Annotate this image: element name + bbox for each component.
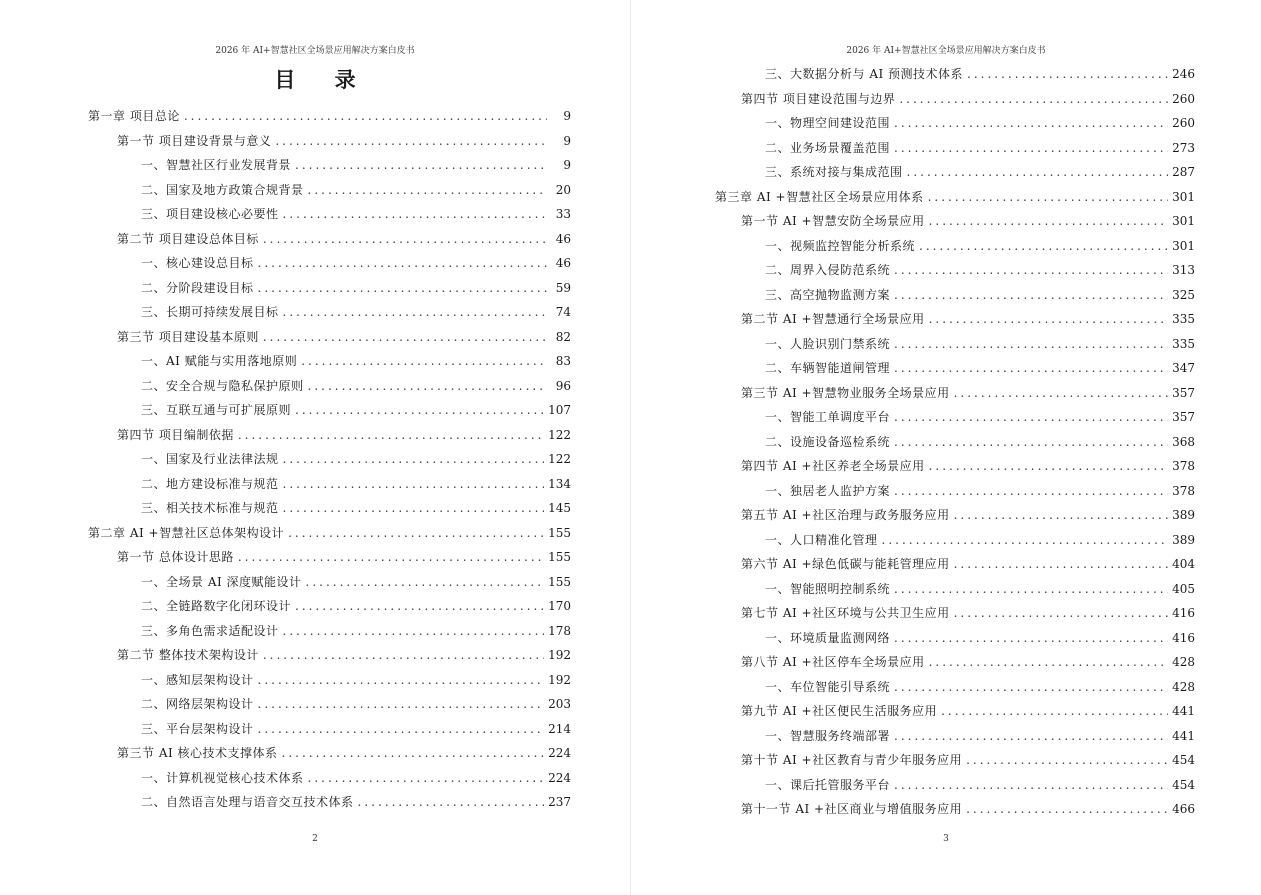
toc-entry-item[interactable] xyxy=(141,790,571,815)
toc-entry-page-number: 301 xyxy=(1172,214,1195,228)
toc-entry-page-number: 9 xyxy=(563,158,571,172)
toc-entry-title: 一、智慧社区行业发展背景 xyxy=(141,158,292,172)
toc-entry-section[interactable] xyxy=(741,748,1195,773)
toc-entry-item[interactable] xyxy=(765,577,1195,602)
toc-entry-title: 第八节 AI +社区停车全场景应用 xyxy=(741,655,925,669)
toc-entry-page-number: 378 xyxy=(1172,483,1195,498)
toc-entry-page-number: 20 xyxy=(555,182,571,197)
toc-entry-title: 一、核心建设总目标 xyxy=(141,256,254,270)
toc-entry-page-number: 122 xyxy=(548,427,571,442)
toc-entry-section[interactable] xyxy=(117,741,571,766)
toc-entry-title: 第一章 项目总论 xyxy=(88,109,180,123)
toc-entry-page-number: 273 xyxy=(1172,140,1195,155)
toc-entry-title: 一、课后托管服务平台 xyxy=(765,777,891,792)
dot-leader xyxy=(894,626,1168,651)
dot-leader xyxy=(967,62,1168,87)
dot-leader xyxy=(929,307,1169,332)
toc-entry-title: 一、视频监控智能分析系统 xyxy=(765,238,916,253)
toc-entry-title: 第一节 AI +智慧安防全场景应用 xyxy=(741,214,925,228)
dot-leader xyxy=(929,209,1169,234)
toc-entry-title: 第二章 AI +智慧社区总体架构设计 xyxy=(88,525,285,540)
toc-entry-item[interactable] xyxy=(141,447,571,472)
toc-entry-item[interactable] xyxy=(141,717,571,742)
dot-leader xyxy=(295,594,544,619)
toc-entry-page-number: 357 xyxy=(1172,410,1195,424)
toc-entry-item[interactable] xyxy=(141,496,571,521)
toc-entry-title: 第二节 整体技术架构设计 xyxy=(117,648,259,662)
toc-entry-item[interactable] xyxy=(141,202,571,227)
dot-leader xyxy=(283,619,545,644)
toc-entry-page-number: 224 xyxy=(548,770,571,785)
dot-leader xyxy=(283,447,545,472)
toc-entry-section[interactable] xyxy=(741,87,1195,112)
toc-entry-title: 一、智能工单调度平台 xyxy=(765,410,891,424)
dot-leader xyxy=(954,552,1169,577)
toc-entry-title: 一、计算机视觉核心技术体系 xyxy=(141,770,304,785)
dot-leader xyxy=(295,153,547,178)
dot-leader xyxy=(919,234,1168,259)
toc-entry-title: 第四节 项目建设范围与边界 xyxy=(741,91,896,106)
dot-leader xyxy=(954,503,1169,528)
toc-entry-page-number: 46 xyxy=(555,256,571,270)
toc-entry-page-number: 122 xyxy=(548,452,571,466)
toc-entry-section[interactable] xyxy=(117,129,571,154)
left-page xyxy=(0,0,630,895)
dot-leader xyxy=(928,185,1169,210)
toc-entry-section[interactable] xyxy=(117,227,571,252)
dot-leader xyxy=(941,699,1168,724)
toc-entry-page-number: 107 xyxy=(548,403,571,417)
toc-entry-title: 三、项目建设核心必要性 xyxy=(141,207,279,221)
toc-entry-page-number: 335 xyxy=(1172,336,1195,351)
toc-entry-title: 一、车位智能引导系统 xyxy=(765,679,891,694)
dot-leader xyxy=(358,790,545,815)
dot-leader xyxy=(301,349,547,374)
toc-entry-page-number: 347 xyxy=(1172,361,1195,375)
toc-entry-section[interactable] xyxy=(741,209,1195,234)
dot-leader xyxy=(258,251,547,276)
dot-leader xyxy=(894,675,1168,700)
dot-leader xyxy=(283,300,547,325)
dot-leader xyxy=(258,717,545,742)
dot-leader xyxy=(184,104,547,129)
dot-leader xyxy=(882,528,1169,553)
dot-leader xyxy=(308,766,545,791)
toc-entry-page-number: 224 xyxy=(548,746,571,760)
toc-entry-title: 第六节 AI +绿色低碳与能耗管理应用 xyxy=(741,557,950,571)
toc-entry-section[interactable] xyxy=(741,454,1195,479)
toc-entry-title: 第三节 AI 核心技术支撑体系 xyxy=(117,746,278,760)
toc-entry-page-number: 325 xyxy=(1172,287,1195,302)
toc-entry-title: 第三章 AI +智慧社区全场景应用体系 xyxy=(715,189,924,204)
toc-entry-item[interactable] xyxy=(141,619,571,644)
dot-leader xyxy=(894,577,1168,602)
dot-leader xyxy=(258,276,547,301)
dot-leader xyxy=(306,570,545,595)
toc-entry-chapter[interactable] xyxy=(715,185,1195,210)
dot-leader xyxy=(258,668,545,693)
toc-entry-item[interactable] xyxy=(141,300,571,325)
toc-entry-page-number: 368 xyxy=(1172,434,1195,449)
dot-leader xyxy=(283,202,547,227)
toc-entry-page-number: 82 xyxy=(555,329,571,344)
toc-entry-page-number: 301 xyxy=(1172,189,1195,204)
toc-entry-page-number: 246 xyxy=(1172,67,1195,81)
dot-leader xyxy=(907,160,1169,185)
dot-leader xyxy=(894,111,1168,136)
toc-entry-page-number: 145 xyxy=(548,501,571,515)
dot-leader xyxy=(954,601,1169,626)
toc-entry-item[interactable] xyxy=(765,332,1195,357)
toc-entry-page-number: 466 xyxy=(1172,802,1195,816)
page-number: 2 xyxy=(312,834,318,844)
toc-entry-item[interactable] xyxy=(141,570,571,595)
toc-entry-page-number: 214 xyxy=(548,721,571,736)
dot-leader xyxy=(929,454,1169,479)
toc-entry-page-number: 428 xyxy=(1172,655,1195,669)
toc-entry-title: 二、全链路数字化闭环设计 xyxy=(141,599,292,613)
toc-entry-title: 第七节 AI +社区环境与公共卫生应用 xyxy=(741,606,950,620)
toc-entry-title: 第四节 项目编制依据 xyxy=(117,427,234,442)
dot-leader xyxy=(894,356,1168,381)
toc-entry-page-number: 74 xyxy=(555,305,571,319)
toc-title: 目 录 xyxy=(274,67,372,92)
toc-entry-section[interactable] xyxy=(741,797,1195,822)
toc-entry-page-number: 46 xyxy=(555,231,571,246)
toc-entry-item[interactable] xyxy=(765,258,1195,283)
dot-leader xyxy=(263,325,547,350)
toc-entry-item[interactable] xyxy=(765,111,1195,136)
toc-entry-title: 第十一节 AI +社区商业与增值服务应用 xyxy=(741,802,963,816)
toc-entry-title: 二、车辆智能道闸管理 xyxy=(765,361,891,375)
toc-entry-page-number: 378 xyxy=(1172,459,1195,473)
toc-entry-page-number: 454 xyxy=(1172,777,1195,792)
toc-entry-page-number: 454 xyxy=(1172,753,1195,767)
toc-entry-title: 一、智能照明控制系统 xyxy=(765,581,891,596)
toc-entry-chapter[interactable] xyxy=(88,104,571,129)
toc-entry-title: 第四节 AI +社区养老全场景应用 xyxy=(741,459,925,473)
dot-leader xyxy=(308,178,547,203)
toc-entry-title: 二、周界入侵防范系统 xyxy=(765,263,891,277)
toc-entry-page-number: 192 xyxy=(548,672,571,687)
dot-leader xyxy=(894,479,1168,504)
dot-leader xyxy=(894,405,1168,430)
toc-entry-section[interactable] xyxy=(117,643,571,668)
toc-entry-page-number: 83 xyxy=(555,354,571,368)
toc-entry-page-number: 170 xyxy=(548,599,571,613)
toc-entry-item[interactable] xyxy=(765,528,1195,553)
toc-entry-title: 一、环境质量监测网络 xyxy=(765,630,891,645)
toc-entry-title: 一、AI 赋能与实用落地原则 xyxy=(141,354,298,368)
toc-entry-item[interactable] xyxy=(765,234,1195,259)
toc-entry-item[interactable] xyxy=(765,724,1195,749)
dot-leader xyxy=(288,521,544,546)
toc-entry-page-number: 389 xyxy=(1172,508,1195,522)
toc-entry-page-number: 203 xyxy=(548,697,571,711)
toc-entry-page-number: 192 xyxy=(548,648,571,662)
dot-leader xyxy=(308,374,547,399)
dot-leader xyxy=(238,545,544,570)
toc-entry-title: 一、智慧服务终端部署 xyxy=(765,728,891,743)
toc-entry-title: 一、人口精准化管理 xyxy=(765,532,878,547)
toc-entry-item[interactable] xyxy=(765,62,1195,87)
dot-leader xyxy=(894,332,1168,357)
toc-entry-page-number: 389 xyxy=(1172,532,1195,547)
dot-leader xyxy=(275,129,547,154)
toc-entry-title: 第一节 项目建设背景与意义 xyxy=(117,133,272,148)
running-head: 2026 年 AI+智慧社区全场景应用解决方案白皮书 xyxy=(215,46,415,56)
toc-entry-title: 一、独居老人监护方案 xyxy=(765,483,891,498)
toc-entry-item[interactable] xyxy=(765,136,1195,161)
toc-entry-title: 二、网络层架构设计 xyxy=(141,697,254,711)
toc-entry-section[interactable] xyxy=(117,325,571,350)
dot-leader xyxy=(283,472,545,497)
dot-leader xyxy=(966,797,1168,822)
toc-entry-title: 二、设施设备巡检系统 xyxy=(765,434,891,449)
toc-entry-page-number: 155 xyxy=(548,525,571,540)
dot-leader xyxy=(899,87,1168,112)
toc-entry-page-number: 301 xyxy=(1172,238,1195,253)
toc-entry-chapter[interactable] xyxy=(88,521,571,546)
toc-entry-title: 第九节 AI +社区便民生活服务应用 xyxy=(741,704,938,718)
dot-leader xyxy=(954,381,1169,406)
toc-entry-page-number: 59 xyxy=(555,280,571,295)
toc-entry-title: 三、多角色需求适配设计 xyxy=(141,623,279,638)
right-page xyxy=(631,0,1261,895)
toc-entry-title: 第二节 AI +智慧通行全场景应用 xyxy=(741,312,925,326)
dot-leader xyxy=(263,227,547,252)
toc-entry-title: 二、业务场景覆盖范围 xyxy=(765,140,891,155)
toc-entry-title: 一、全场景 AI 深度赋能设计 xyxy=(141,574,302,589)
toc-entry-title: 一、物理空间建设范围 xyxy=(765,116,891,130)
toc-entry-item[interactable] xyxy=(765,479,1195,504)
toc-entry-page-number: 405 xyxy=(1172,581,1195,596)
toc-entry-section[interactable] xyxy=(117,545,571,570)
page-number: 3 xyxy=(943,834,949,844)
toc-entry-item[interactable] xyxy=(141,692,571,717)
toc-entry-title: 三、平台层架构设计 xyxy=(141,721,254,736)
toc-entry-page-number: 335 xyxy=(1172,312,1195,326)
toc-entry-item[interactable] xyxy=(141,472,571,497)
dot-leader xyxy=(238,423,544,448)
dot-leader xyxy=(283,496,545,521)
toc-entry-title: 二、地方建设标准与规范 xyxy=(141,476,279,491)
toc-entry-page-number: 260 xyxy=(1172,116,1195,130)
toc-entry-item[interactable] xyxy=(141,251,571,276)
toc-entry-title: 第一节 总体设计思路 xyxy=(117,550,234,564)
dot-leader xyxy=(263,643,544,668)
toc-entry-item[interactable] xyxy=(141,349,571,374)
toc-entry-title: 三、系统对接与集成范围 xyxy=(765,165,903,179)
dot-leader xyxy=(894,724,1168,749)
toc-entry-section[interactable] xyxy=(741,601,1195,626)
toc-entry-page-number: 313 xyxy=(1172,263,1195,277)
toc-entry-title: 第三节 项目建设基本原则 xyxy=(117,329,259,344)
toc-entry-item[interactable] xyxy=(765,773,1195,798)
toc-entry-title: 三、长期可持续发展目标 xyxy=(141,305,279,319)
dot-leader xyxy=(966,748,1168,773)
toc-entry-item[interactable] xyxy=(141,153,571,178)
dot-leader xyxy=(295,398,544,423)
toc-entry-page-number: 428 xyxy=(1172,679,1195,694)
toc-entry-item[interactable] xyxy=(141,178,571,203)
toc-entry-title: 第五节 AI +社区治理与政务服务应用 xyxy=(741,508,950,522)
toc-entry-section[interactable] xyxy=(741,552,1195,577)
toc-entry-page-number: 178 xyxy=(548,623,571,638)
dot-leader xyxy=(894,430,1168,455)
toc-entry-title: 一、人脸识别门禁系统 xyxy=(765,336,891,351)
toc-entry-section[interactable] xyxy=(117,423,571,448)
dot-leader xyxy=(929,650,1169,675)
toc-entry-title: 第二节 项目建设总体目标 xyxy=(117,231,259,246)
toc-entry-page-number: 134 xyxy=(548,476,571,491)
toc-entry-section[interactable] xyxy=(741,699,1195,724)
toc-entry-title: 一、国家及行业法律法规 xyxy=(141,452,279,466)
toc-entry-page-number: 33 xyxy=(555,207,571,221)
dot-leader xyxy=(258,692,545,717)
dot-leader xyxy=(894,258,1168,283)
toc-entry-section[interactable] xyxy=(741,381,1195,406)
toc-entry-page-number: 260 xyxy=(1172,91,1195,106)
toc-entry-page-number: 9 xyxy=(563,109,571,123)
toc-entry-item[interactable] xyxy=(765,675,1195,700)
toc-entry-title: 二、安全合规与隐私保护原则 xyxy=(141,378,304,393)
toc-entry-item[interactable] xyxy=(765,356,1195,381)
toc-entry-item[interactable] xyxy=(141,668,571,693)
toc-entry-title: 第三节 AI +智慧物业服务全场景应用 xyxy=(741,385,950,400)
toc-entry-item[interactable] xyxy=(765,626,1195,651)
dot-leader xyxy=(894,136,1168,161)
toc-entry-title: 三、大数据分析与 AI 预测技术体系 xyxy=(765,67,964,81)
toc-entry-section[interactable] xyxy=(741,650,1195,675)
toc-entry-title: 三、高空抛物监测方案 xyxy=(765,287,891,302)
toc-entry-page-number: 96 xyxy=(555,378,571,393)
toc-entry-page-number: 287 xyxy=(1172,165,1195,179)
toc-entry-title: 第十节 AI +社区教育与青少年服务应用 xyxy=(741,753,963,767)
toc-entry-item[interactable] xyxy=(765,160,1195,185)
running-head: 2026 年 AI+智慧社区全场景应用解决方案白皮书 xyxy=(846,46,1046,56)
toc-entry-page-number: 441 xyxy=(1172,728,1195,743)
toc-entry-item[interactable] xyxy=(765,405,1195,430)
toc-entry-item[interactable] xyxy=(141,398,571,423)
toc-entry-page-number: 404 xyxy=(1172,557,1195,571)
dot-leader xyxy=(894,283,1168,308)
toc-entry-item[interactable] xyxy=(141,276,571,301)
toc-entry-item[interactable] xyxy=(765,283,1195,308)
toc-entry-title: 一、感知层架构设计 xyxy=(141,672,254,687)
toc-entry-item[interactable] xyxy=(141,594,571,619)
toc-entry-page-number: 416 xyxy=(1172,606,1195,620)
toc-entry-item[interactable] xyxy=(765,430,1195,455)
toc-entry-title: 二、自然语言处理与语音交互技术体系 xyxy=(141,795,354,809)
toc-entry-item[interactable] xyxy=(141,766,571,791)
toc-entry-page-number: 416 xyxy=(1172,630,1195,645)
dot-leader xyxy=(282,741,545,766)
toc-entry-section[interactable] xyxy=(741,307,1195,332)
dot-leader xyxy=(894,773,1168,798)
toc-entry-page-number: 237 xyxy=(548,795,571,809)
toc-entry-section[interactable] xyxy=(741,503,1195,528)
toc-entry-page-number: 155 xyxy=(548,574,571,589)
toc-entry-page-number: 357 xyxy=(1172,385,1195,400)
toc-entry-page-number: 9 xyxy=(563,133,571,148)
toc-entry-item[interactable] xyxy=(141,374,571,399)
toc-entry-title: 三、互联互通与可扩展原则 xyxy=(141,403,292,417)
toc-entry-page-number: 155 xyxy=(548,550,571,564)
toc-entry-title: 二、分阶段建设目标 xyxy=(141,280,254,295)
toc-entry-title: 三、相关技术标准与规范 xyxy=(141,501,279,515)
toc-entry-page-number: 441 xyxy=(1172,704,1195,718)
toc-entry-title: 二、国家及地方政策合规背景 xyxy=(141,182,304,197)
